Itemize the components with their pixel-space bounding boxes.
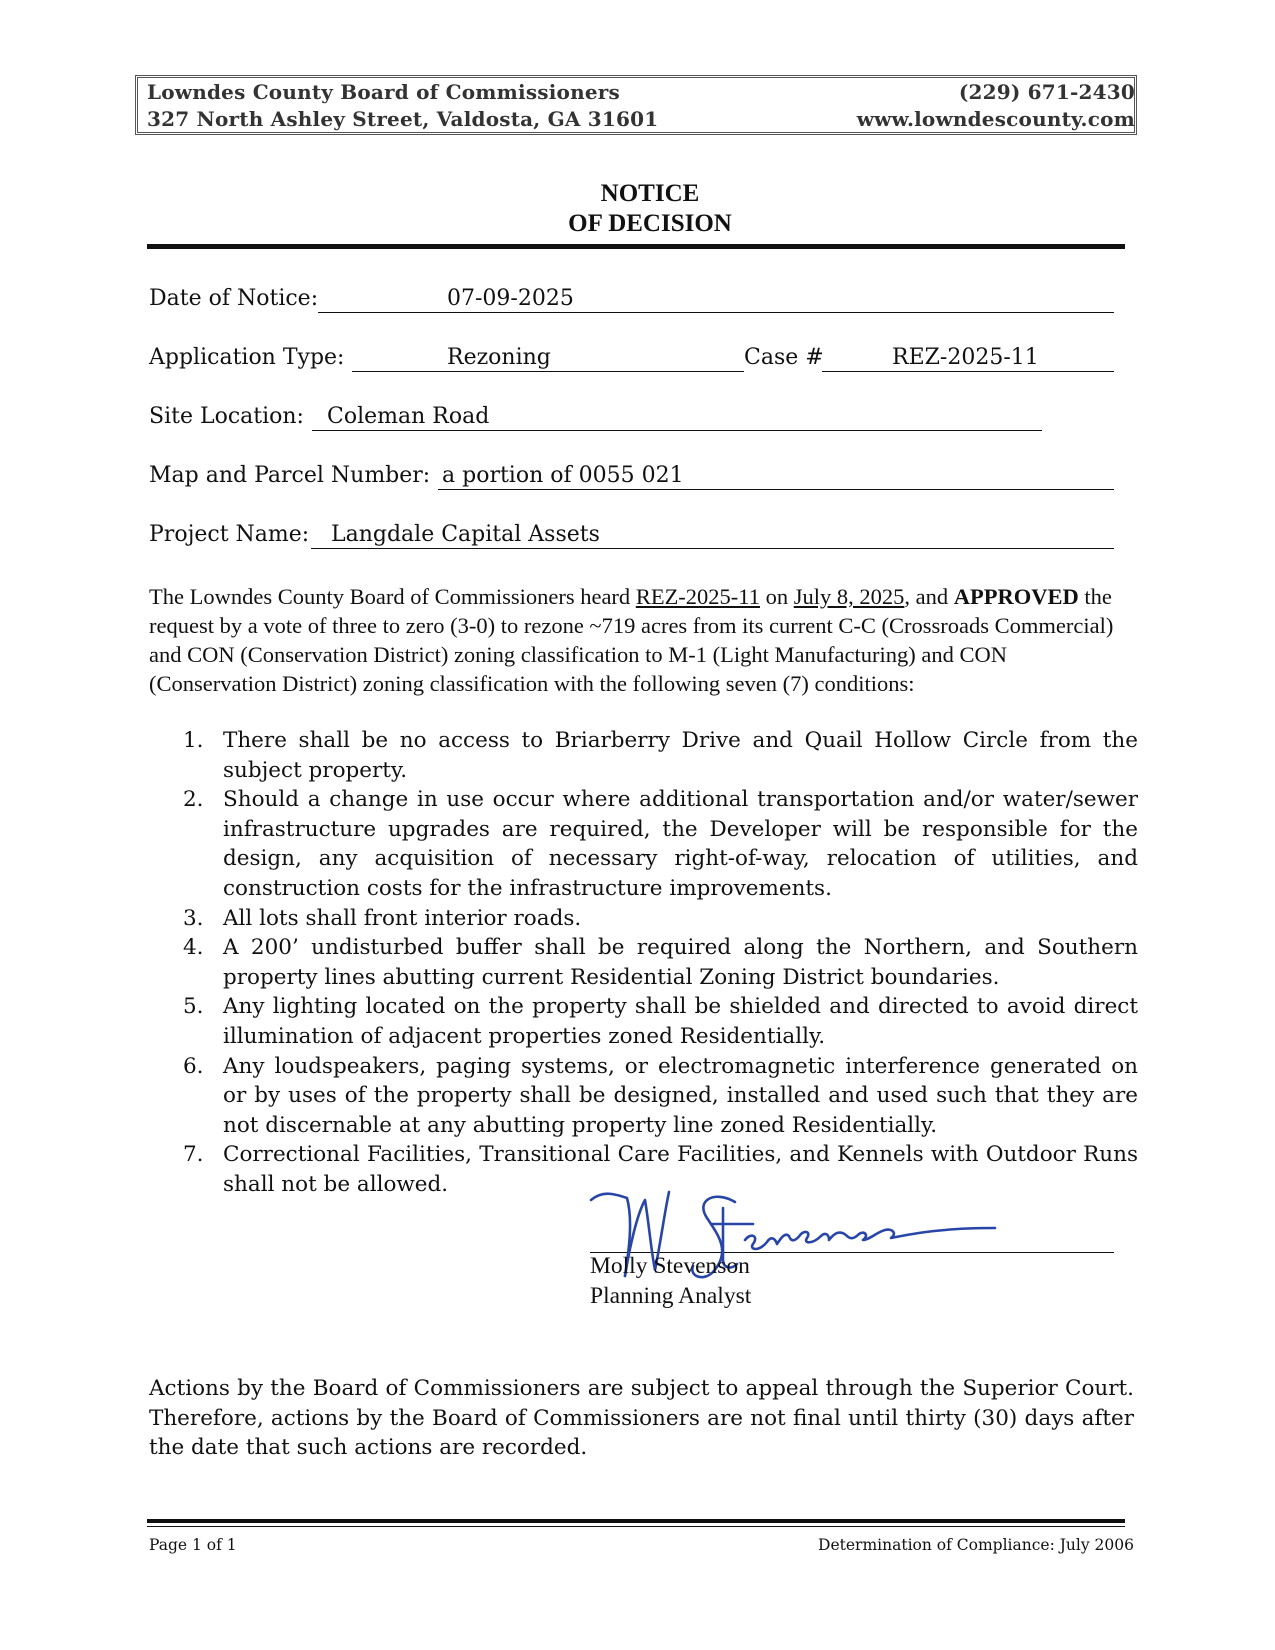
decision-paragraph [149, 582, 1134, 698]
condition-number: 6. [183, 1053, 204, 1079]
condition-number: 5. [183, 994, 204, 1020]
decision-approved: APPROVED [953, 584, 1079, 609]
page-number: Page 1 of 1 [149, 1536, 237, 1554]
signer-name: Molly Stevenson [590, 1253, 750, 1279]
signer-title: Planning Analyst [590, 1283, 752, 1309]
condition-item [183, 933, 1138, 992]
title-line-1: NOTICE [600, 180, 700, 207]
project-name-label: Project Name: [149, 522, 310, 547]
condition-number: 3. [183, 905, 204, 931]
project-name-underline [311, 548, 1114, 549]
parcel-number-underline [438, 489, 1114, 490]
condition-text: Correctional Facilities, Transitional Care Facilities, and Kennels with Outdoor Runs shall not be allowed. [223, 1142, 1138, 1197]
date-label: Date of Notice: [149, 286, 319, 311]
condition-number: 4. [183, 935, 204, 961]
decision-intro: The Lowndes County Board of Commissioners heard [149, 584, 631, 609]
title-rule [147, 244, 1125, 249]
case-underline [822, 371, 1114, 372]
conditions-list [183, 726, 1138, 1200]
condition-item [183, 992, 1138, 1051]
title-line-2: OF DECISION [568, 210, 732, 237]
condition-text: There shall be no access to Briarberry Drive and Quail Hollow Circle from the subject property. [223, 728, 1138, 783]
application-type-label: Application Type: [149, 345, 345, 370]
condition-text: A 200’ undisturbed buffer shall be required along the Northern, and Southern property lines abutting current Residential Zoning District boundaries. [223, 935, 1138, 990]
condition-item [183, 1052, 1138, 1141]
condition-text: Any lighting located on the property shall be shielded and directed to avoid direct illumination of adjacent properties zoned Residentially. [223, 994, 1138, 1049]
compliance-date: Determination of Compliance: July 2006 [818, 1536, 1134, 1554]
condition-item [183, 785, 1138, 903]
condition-text: All lots shall front interior roads. [223, 905, 582, 931]
application-type-underline [352, 371, 744, 372]
org-address: 327 North Ashley Street, Valdosta, GA 31601 [147, 107, 659, 131]
application-type-value: Rezoning [447, 345, 551, 370]
decision-and: , and [904, 584, 949, 609]
site-location-underline [312, 430, 1042, 431]
parcel-number-label: Map and Parcel Number: [149, 463, 431, 488]
date-value: 07-09-2025 [447, 286, 574, 311]
site-location-value: Coleman Road [327, 404, 490, 429]
decision-date-ref: July 8, 2025 [793, 584, 905, 609]
decision-rest: the request by a vote of three to zero (3-0) to rezone ~719 acres from its current C-C (Crossroads Commercial) and CON (Conservation District) zoning classification to M-1 (Light Manufacturing) and CON (Conservation District) zoning classification with the following seven (7) conditions: [149, 584, 1114, 696]
decision-case-ref: REZ-2025-11 [635, 584, 760, 609]
footer-rule-thin [147, 1526, 1125, 1527]
appeal-notice: Actions by the Board of Commissioners are subject to appeal through the Superior Court. Therefore, actions by the Board of Commissioners are not final until thirty (30) days after the date that such actions are recorded. [149, 1376, 1134, 1461]
org-website: www.lowndescounty.com [856, 107, 1135, 131]
condition-item [183, 726, 1138, 785]
case-value: REZ-2025-11 [892, 345, 1039, 370]
org-phone: (229) 671-2430 [958, 80, 1135, 104]
condition-text: Should a change in use occur where additional transportation and/or water/sewer infrastructure upgrades are required, the Developer will be responsible for the design, any acquisition of necessary right-of-way, relocation of utilities, and construction costs for the infrastructure improvements. [223, 787, 1138, 901]
condition-number: 2. [183, 787, 204, 813]
footer-rule-thick [147, 1519, 1125, 1523]
date-underline [318, 312, 1114, 313]
project-name-value: Langdale Capital Assets [331, 522, 600, 547]
condition-number: 7. [183, 1142, 204, 1168]
case-label: Case # [744, 345, 824, 370]
condition-text: Any loudspeakers, paging systems, or electromagnetic interference generated on or by uses of the property shall be designed, installed and used such that they are not discernable at any abutting property line zoned Residentially. [223, 1053, 1138, 1138]
parcel-number-value: a portion of 0055 021 [442, 463, 684, 488]
condition-item [183, 904, 1138, 934]
site-location-label: Site Location: [149, 404, 304, 429]
condition-number: 1. [183, 728, 204, 753]
decision-on: on [765, 584, 789, 609]
org-name: Lowndes County Board of Commissioners [147, 80, 620, 104]
